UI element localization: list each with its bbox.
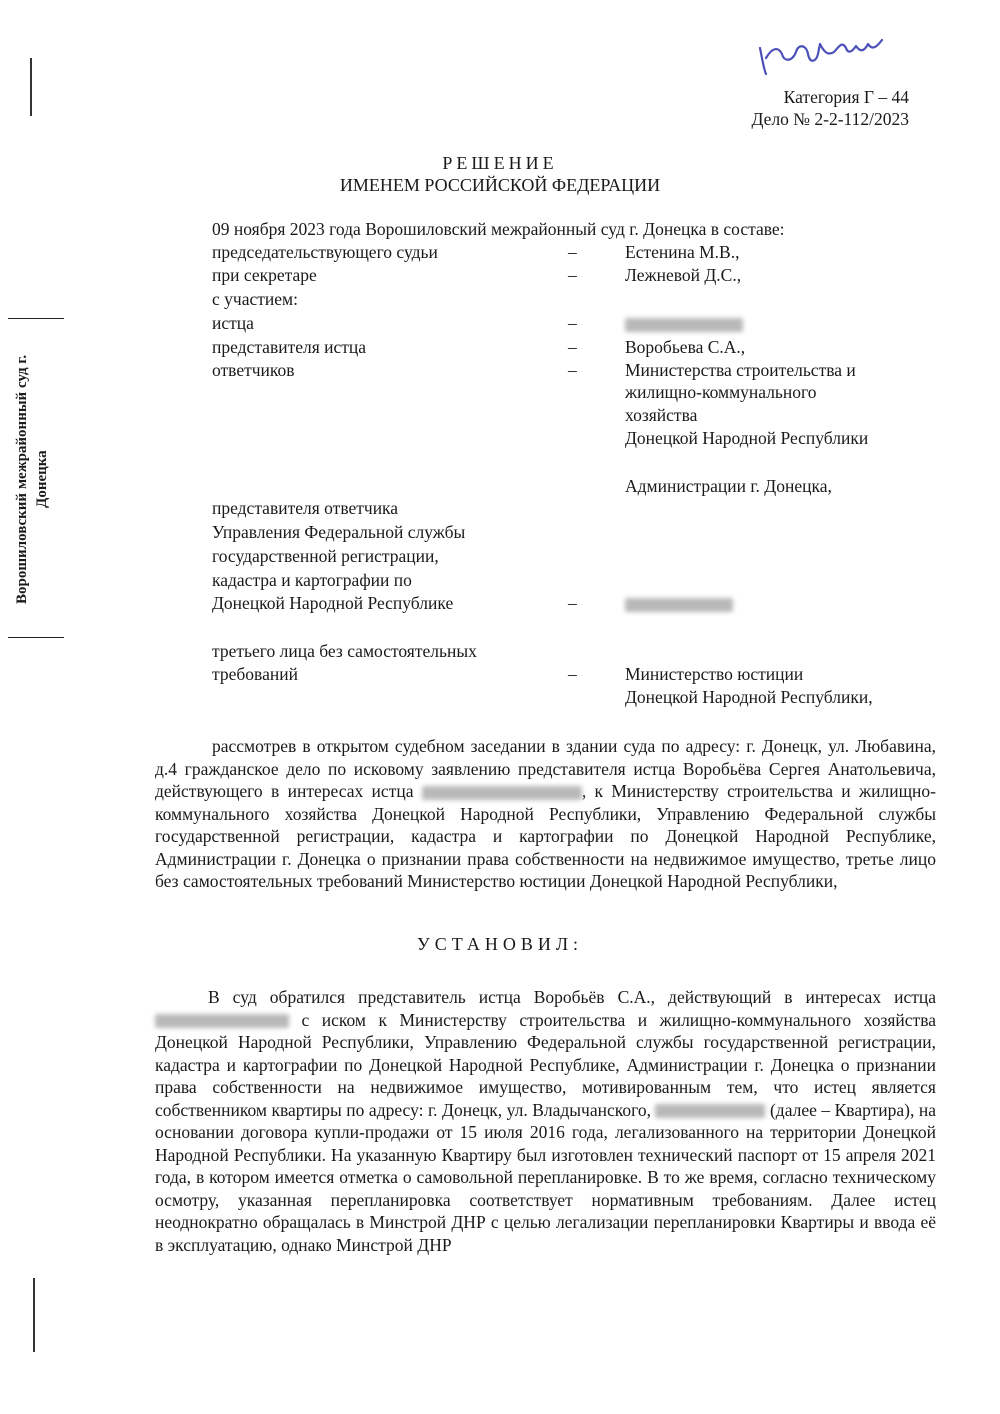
dash: – [568, 360, 577, 380]
margin-mark-top [30, 58, 32, 116]
judge-value: Естенина М.В., [625, 242, 740, 262]
considered-text-1: рассмотрев в открытом судебном заседании в здании суда по адресу: г. Донецк, ул. Любавина, д.4 гражданское дело по исковому заявлению представителя истца Воробьёва Сергея Анатольевича, действующего в интересах истца [155, 736, 936, 801]
dash: – [568, 664, 577, 684]
stamp-top-line [8, 318, 64, 319]
dash: – [568, 593, 577, 613]
dash: – [568, 242, 577, 262]
dash: – [568, 337, 577, 357]
established-heading: УСТАНОВИЛ: [416, 934, 584, 954]
defendant1-line1: Министерства строительства и [625, 360, 856, 380]
defendant2: Администрации г. Донецка, [625, 476, 832, 496]
defendant1-line4: Донецкой Народной Республики [625, 428, 869, 448]
def-rep-name-redacted [625, 592, 733, 614]
stamp-text: Ворошиловский межрайонный суд г. Донецка [14, 354, 50, 604]
dash: – [568, 313, 577, 333]
with-participation-label: с участием: [212, 289, 298, 309]
secretary-value: Лежневой Д.С., [625, 265, 742, 285]
body-text-3: (далее – Квартира), на основании договора купли-продажи от 15 июля 2016 года, легализованного на территории Донецкой Народной Республики. На указанную Квартиру был изготовлен технический паспорт от 15 апреля 2021 года, в котором имеется отметка о самовольной перепланировке. В то же время, согласно техническому осмотру, указанная перепланировка соответствует нормативным требованиям. Далее истец неоднократно обращалась в Минстрой ДНР с целью легализации перепланировки Квартиры и ввода её в эксплуатацию, однако Минстрой ДНР [155, 1099, 936, 1255]
margin-mark-bottom [33, 1278, 35, 1352]
def-rep-line5: Донецкой Народной Республике [212, 593, 454, 613]
plaintiff-short-redacted [155, 1014, 289, 1028]
defendants-label: ответчиков [212, 360, 295, 380]
plaintiff-rep-label: представителя истца [212, 337, 367, 357]
considered-paragraph [155, 735, 936, 893]
plaintiff-name-redacted [625, 312, 743, 334]
third-party-value-line2: Донецкой Народной Республики, [625, 687, 873, 707]
court-side-stamp [4, 318, 64, 638]
dash: – [568, 265, 577, 285]
handwritten-mark [752, 18, 892, 78]
plaintiff-label: истца [212, 313, 254, 333]
body-text-2: с иском к Министерству строительства и жилищно-коммунального хозяйства Донецкой Народной Республики, Управлению Федеральной службы государственной регистрации, кадастра и картографии по Донецкой Народной Республике, Администрации г. Донецка о признании права собственности на недвижимое имущество, мотивированным тем, что истец является собственником квартиры по адресу: г. Донецк, ул. Владычанского, [155, 1009, 936, 1120]
def-rep-line2: Управления Федеральной службы [212, 522, 466, 542]
def-rep-line4: кадастра и картографии по [212, 570, 412, 590]
defendant1-line2: жилищно-коммунального [625, 382, 817, 402]
category-label: Категория Г – 44 [783, 87, 909, 107]
def-rep-line3: государственной регистрации, [212, 546, 439, 566]
plaintiff-fullname-redacted [422, 786, 582, 800]
stamp-bottom-line [8, 637, 64, 638]
def-rep-line1: представителя ответчика [212, 498, 399, 518]
judge-label: председательствующего судьи [212, 242, 438, 262]
defendant1-line3: хозяйства [625, 405, 698, 425]
third-party-line2: требований [212, 664, 298, 684]
plaintiff-rep-value: Воробьева С.А., [625, 337, 746, 357]
third-party-value-line1: Министерство юстиции [625, 664, 804, 684]
body-paragraph [155, 986, 936, 1256]
address-redacted [655, 1104, 765, 1118]
secretary-label: при секретаре [212, 265, 317, 285]
intro-line: 09 ноября 2023 года Ворошиловский межрайонный суд г. Донецка в составе: [212, 219, 785, 239]
case-meta [752, 86, 909, 130]
decision-subheading: ИМЕНЕМ РОССИЙСКОЙ ФЕДЕРАЦИИ [339, 175, 661, 195]
document-title [0, 152, 1000, 196]
decision-heading: РЕШЕНИЕ [442, 153, 558, 173]
considered-text-2: , к Министерству строительства и жилищно-коммунального хозяйства Донецкой Народной Республики, Управлению Федеральной службы государственной регистрации, кадастра и картографии по Донецкой Народной Республике, Администрации г. Донецка о признании права собственности на недвижимое имущество, третье лицо без самостоятельных требований Министерство юстиции Донецкой Народной Республики, [155, 781, 936, 891]
case-number: Дело № 2-2-112/2023 [751, 109, 909, 129]
third-party-line1: третьего лица без самостоятельных [212, 641, 477, 661]
body-text-1: В суд обратился представитель истца Воробьёв С.А., действующий в интересах истца [208, 987, 936, 1007]
